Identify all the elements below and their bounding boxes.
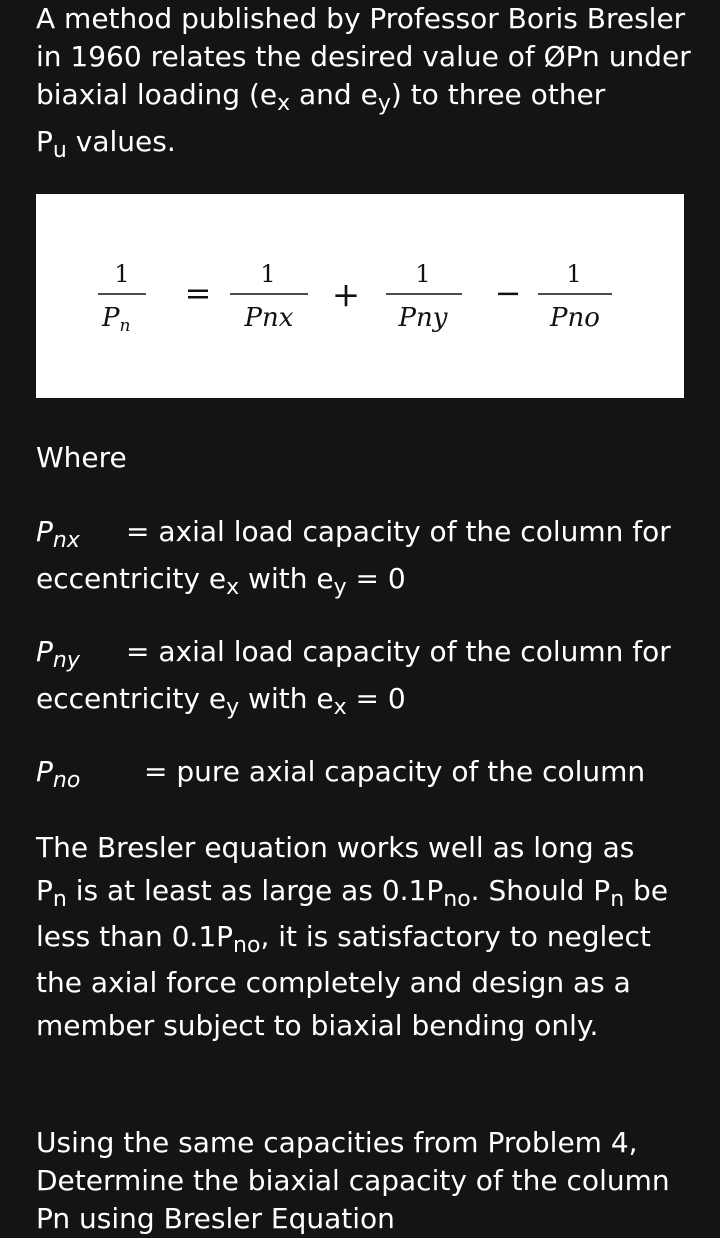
note-line-4: the axial force completely and design as a xyxy=(36,966,631,999)
intro-line-3: biaxial loading ($e_x$ and $e_y$) to three other xyxy=(36,78,606,116)
term3-numerator: 1 xyxy=(566,260,582,288)
note-line-3: less than $0.1P_{no}$, it is satisfactory to neglect xyxy=(36,920,651,958)
definition-pno-line-1: $P_{no}$ = pure axial capacity of the column xyxy=(36,750,696,797)
var-pno: $P_{no}$ xyxy=(36,755,81,793)
note-line-5: member subject to biaxial bending only. xyxy=(36,1009,599,1042)
intro-paragraph xyxy=(36,0,696,164)
var-pnx: $P_{nx}$ xyxy=(36,515,80,553)
bresler-equation xyxy=(36,194,684,398)
definition-pnx-line-1: $P_{nx}$ = axial load capacity of the column for xyxy=(36,510,696,557)
question-line-2: Determine the biaxial capacity of the column xyxy=(36,1164,670,1197)
note-line-1: The Bresler equation works well as long as xyxy=(36,831,635,864)
term1-numerator: 1 xyxy=(260,260,276,288)
question-line-1: Using the same capacities from Problem 4, xyxy=(36,1126,638,1159)
lhs-numerator: 1 xyxy=(114,260,130,288)
definition-pny-line-2: eccentricity $e_y$ with $e_x = 0$ xyxy=(36,682,406,720)
definition-pny-line-1: $P_{ny}$ = axial load capacity of the column for xyxy=(36,630,696,677)
bresler-note xyxy=(36,826,696,1047)
bresler-equation-box xyxy=(36,194,684,398)
intro-line-1: A method published by Professor Boris Bresler xyxy=(36,2,686,35)
equals-sign: = xyxy=(184,274,212,312)
minus-sign: − xyxy=(494,274,522,312)
where-label: Where xyxy=(36,441,127,474)
lhs-denominator: Pn xyxy=(102,303,131,336)
intro-line-4: $P_u$ values. xyxy=(36,125,176,163)
definition-pno xyxy=(36,750,696,797)
term2-denominator: Pny xyxy=(398,303,448,333)
term2-numerator: 1 xyxy=(415,260,431,288)
question-line-3: Pn using Bresler Equation xyxy=(36,1202,395,1235)
note-line-2: $P_n$ is at least as large as $0.1P_{no}$. Should $P_n$ be xyxy=(36,874,669,912)
question xyxy=(36,1124,696,1238)
definition-pnx-line-2: eccentricity $e_x$ with $e_y = 0$ xyxy=(36,562,406,600)
term1-denominator: Pnx xyxy=(244,303,294,333)
definition-pnx xyxy=(36,510,696,604)
term3-denominator: Pno xyxy=(550,303,600,333)
var-pny: $P_{ny}$ xyxy=(36,635,80,673)
plus-sign: + xyxy=(331,275,361,315)
intro-line-2: in 1960 relates the desired value of ØPn under xyxy=(36,40,691,73)
definition-pny xyxy=(36,630,696,724)
